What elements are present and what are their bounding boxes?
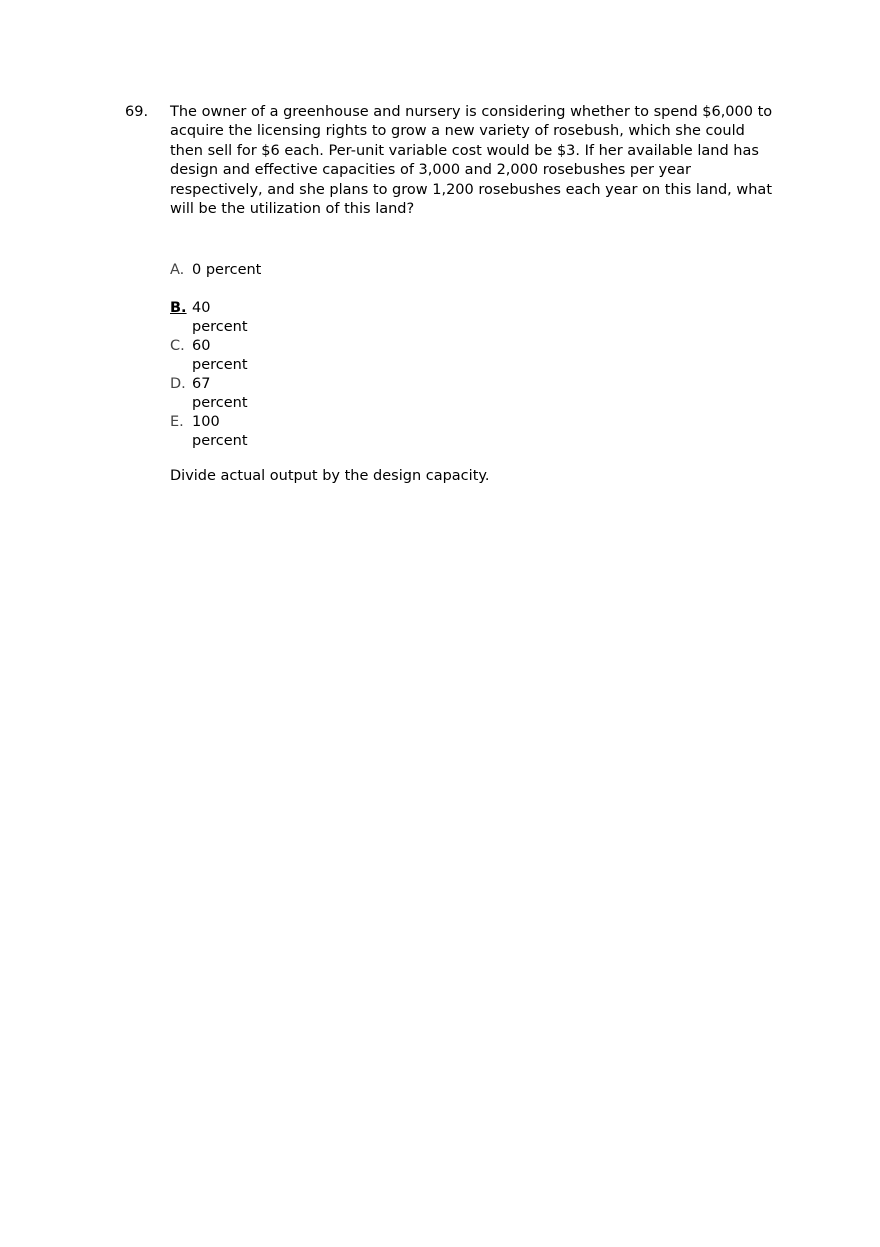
answer-text: 100 percent bbox=[192, 414, 248, 449]
answer-feedback: Divide actual output by the design capacity. bbox=[170, 468, 490, 484]
question-text: The owner of a greenhouse and nursery is considering whether to spend $6,000 to acquire the licensing rights to grow a new variety of rosebush, which she could then sell for $6 each. Per-unit variable cost would be $3. If her available land has design and effective capacities of 3,000 and 2,000 rosebushes per year respectively, and she plans to grow 1,200 rosebushes each year on this land, what will be the utilization of this land? bbox=[170, 104, 773, 218]
question-number: 69. bbox=[125, 104, 149, 120]
answer-text: 60 percent bbox=[192, 338, 248, 373]
answer-letter: A. bbox=[170, 262, 185, 278]
answer-letter: E. bbox=[170, 414, 184, 430]
answer-letter: C. bbox=[170, 338, 185, 354]
answer-letter-correct: B. bbox=[170, 300, 187, 316]
answer-text: 67 percent bbox=[192, 376, 248, 411]
answer-text: 40 percent bbox=[192, 300, 248, 335]
answer-letter: D. bbox=[170, 376, 186, 392]
answer-text: 0 percent bbox=[192, 262, 262, 278]
